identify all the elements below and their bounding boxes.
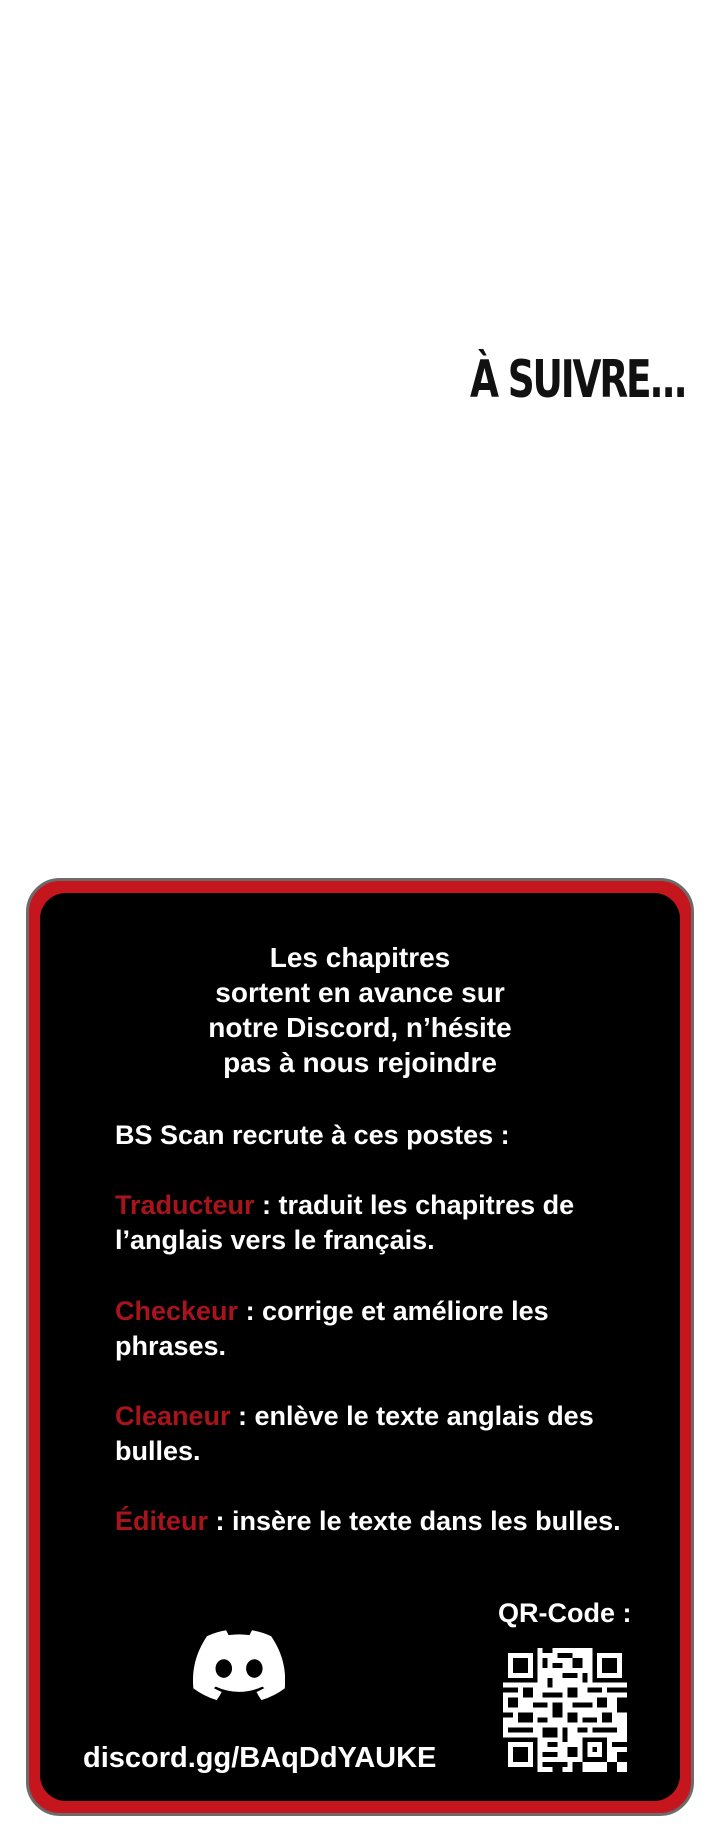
role-cleaneur: [115, 1399, 594, 1469]
role-desc: : traduit les chapitres de: [254, 1190, 575, 1220]
intro-text: [40, 940, 680, 1080]
intro-line: pas à nous rejoindre: [223, 1047, 497, 1078]
role-desc: : corrige et améliore les: [238, 1296, 549, 1326]
role-name: Checkeur: [115, 1296, 239, 1326]
role-name: Éditeur: [115, 1506, 209, 1536]
role-desc-cont: phrases.: [115, 1331, 227, 1361]
intro-line: sortent en avance sur: [215, 977, 505, 1008]
role-name: Cleaneur: [115, 1401, 231, 1431]
role-traducteur: [115, 1188, 574, 1258]
intro-line: notre Discord, n’hésite: [208, 1012, 512, 1043]
intro-line: Les chapitres: [269, 942, 451, 973]
to-be-continued-text: À SUIVRE...: [470, 350, 686, 410]
qr-code-label: QR-Code :: [498, 1598, 632, 1628]
role-editeur: [115, 1504, 621, 1539]
role-name: Traducteur: [115, 1190, 255, 1220]
role-desc: : insère le texte dans les bulles.: [208, 1506, 621, 1536]
role-desc-cont: l’anglais vers le français.: [115, 1225, 435, 1255]
discord-invite-link[interactable]: discord.gg/BAqDdYAUKE: [83, 1742, 437, 1774]
role-checkeur: [115, 1294, 549, 1364]
role-desc-cont: bulles.: [115, 1436, 201, 1466]
role-desc: : enlève le texte anglais des: [230, 1401, 594, 1431]
qr-code-icon[interactable]: [503, 1648, 627, 1772]
recruit-title: BS Scan recrute à ces postes :: [115, 1120, 510, 1150]
discord-logo-icon[interactable]: [193, 1630, 285, 1700]
